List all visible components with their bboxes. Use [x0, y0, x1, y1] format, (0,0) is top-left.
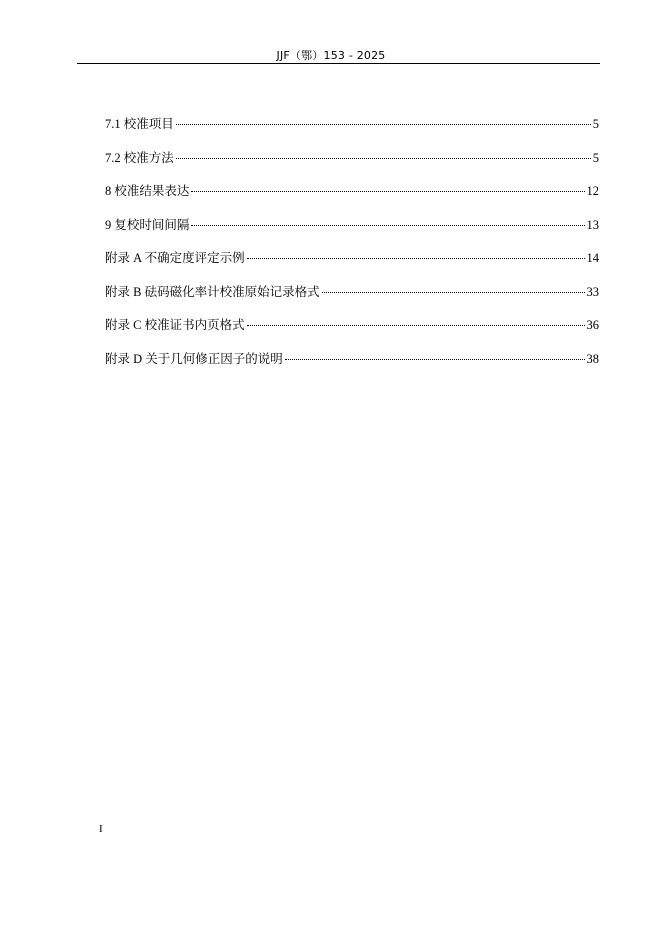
toc-entry-title: 7.1 校准项目 — [105, 117, 174, 131]
toc-entry-title: 8 校准结果表达 — [105, 184, 190, 198]
toc-entry[interactable] — [105, 317, 599, 351]
toc-entry-page: 5 — [592, 150, 599, 165]
toc-entry-title: 附录 B 砝码磁化率计校准原始记录格式 — [105, 284, 320, 299]
toc-leader-dots — [191, 191, 584, 192]
toc-entry[interactable] — [105, 150, 599, 184]
page-number: I — [99, 823, 103, 835]
toc-entry-title: 附录 D 关于几何修正因子的说明 — [105, 351, 283, 366]
toc-entry[interactable] — [105, 351, 599, 385]
toc-entry-title: 9 复校时间间隔 — [105, 217, 190, 232]
toc-leader-dots — [176, 124, 591, 125]
toc-entry-page: 33 — [586, 284, 599, 299]
table-of-contents — [105, 116, 599, 384]
toc-entry-page: 36 — [586, 318, 599, 332]
toc-entry-title: 附录 C 校准证书内页格式 — [105, 318, 245, 332]
toc-entry-page: 13 — [586, 217, 599, 232]
toc-leader-dots — [176, 158, 591, 159]
toc-leader-dots — [191, 225, 584, 226]
toc-leader-dots — [285, 359, 585, 360]
toc-entry[interactable] — [105, 116, 599, 150]
toc-entry-page: 5 — [592, 117, 599, 131]
toc-entry[interactable] — [105, 284, 599, 318]
toc-entry[interactable] — [105, 217, 599, 251]
toc-leader-dots — [322, 292, 585, 293]
toc-entry-page: 12 — [586, 184, 599, 198]
toc-leader-dots — [247, 258, 585, 259]
toc-entry-title: 附录 A 不确定度评定示例 — [105, 251, 245, 265]
toc-entry[interactable] — [105, 250, 599, 284]
toc-entry-page: 14 — [586, 251, 599, 265]
header-divider — [77, 63, 600, 64]
toc-entry-page: 38 — [586, 351, 599, 366]
document-header: JJF（鄂）153 - 2025 — [276, 49, 386, 62]
toc-leader-dots — [247, 325, 585, 326]
toc-entry-title: 7.2 校准方法 — [105, 150, 174, 165]
toc-entry[interactable] — [105, 183, 599, 217]
